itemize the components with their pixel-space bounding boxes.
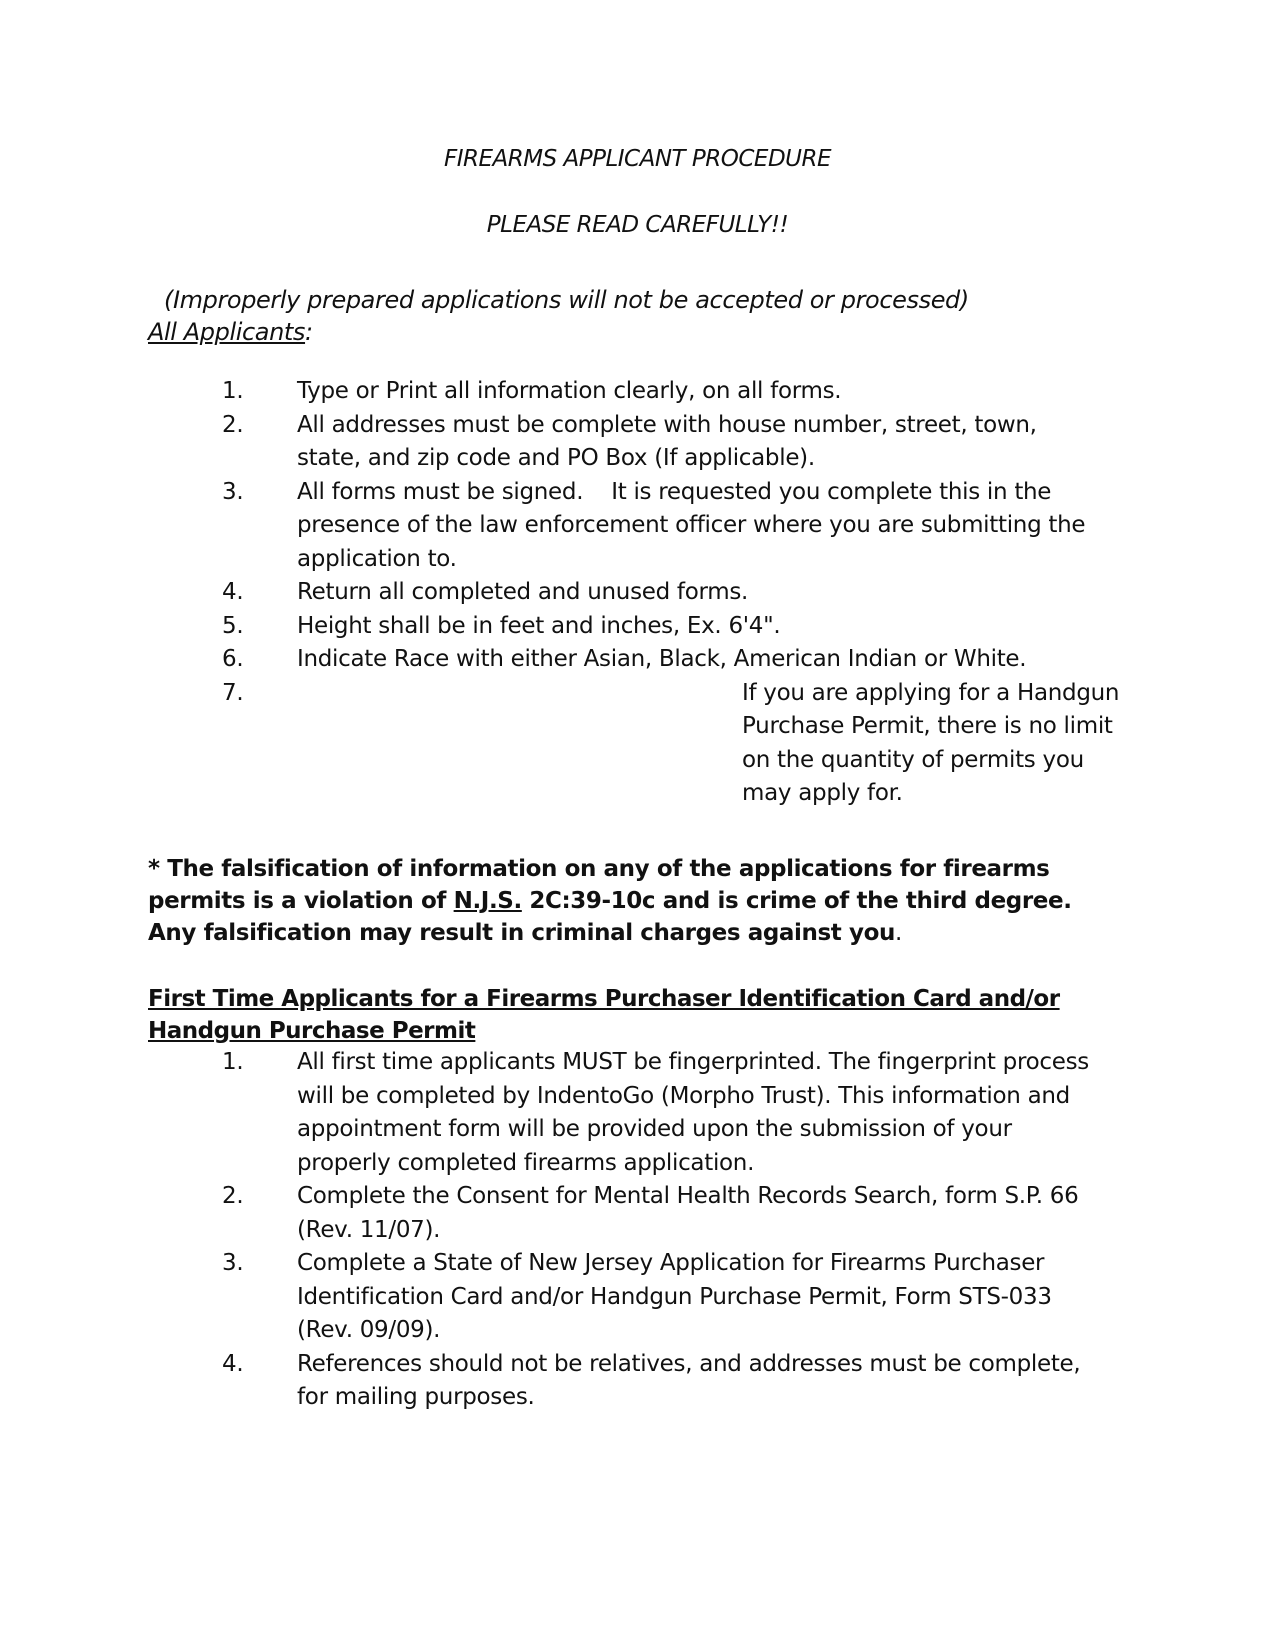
- list-item: [0, 576, 1275, 610]
- list-item-number: 7.: [222, 679, 244, 706]
- list-item-text: Complete the Consent for Mental Health Records Search, form S.P. 66 (Rev. 11/07).: [297, 1183, 1079, 1243]
- all-applicants-label-colon: :: [305, 318, 313, 346]
- document-title: FIREARMS APPLICANT PROCEDURE: [443, 146, 832, 172]
- list-item-text: Height shall be in feet and inches, Ex. 6'4".: [297, 612, 781, 639]
- list-item-number: 5.: [222, 612, 244, 639]
- list-item-number: 2.: [222, 411, 244, 438]
- list-item-number: 3.: [222, 1250, 244, 1276]
- list-item: [0, 409, 1275, 476]
- list-item-text: Indicate Race with either Asian, Black, American Indian or White.: [297, 646, 1027, 672]
- list-item: [0, 1247, 1275, 1348]
- list-item-text: All forms must be signed. It is requested you complete this in the presence of the law enforcement officer where you are submitting the application to.: [297, 478, 1093, 572]
- all-applicants-label: [148, 318, 313, 346]
- list-item-number: 2.: [222, 1183, 244, 1209]
- list-item-text: If you are applying for a Handgun Purchase Permit, there is no limit on the quantity of permits you may apply for.: [742, 679, 1120, 806]
- list-item: [0, 643, 1275, 677]
- warning-text-part2: 2C:39-10c and is crime of the third degree. Any falsification may result in criminal charges against you: [148, 888, 1102, 946]
- list-item-number: 3.: [222, 478, 244, 505]
- list-item: [0, 610, 1275, 644]
- list-item-text: All addresses must be complete with house number, street, town, state, and zip code and PO Box (If applicable).: [297, 411, 1037, 471]
- list-item-text: All first time applicants MUST be fingerprinted. The fingerprint process will be completed by IndentoGo (Morpho Trust). This information and appointment form will be provided upon the submission of your properly completed firearms application.: [297, 1049, 1089, 1176]
- list-item: [0, 1046, 1275, 1180]
- first-time-applicants-heading: First Time Applicants for a Firearms Purchaser Identification Card and/or Handgun Purchase Permit: [148, 986, 1060, 1044]
- document-subtitle: PLEASE READ CAREFULLY!!: [486, 212, 789, 238]
- list-item: [0, 1180, 1275, 1247]
- all-applicants-label-text: All Applicants: [148, 318, 306, 346]
- list-item-number: 4.: [222, 1350, 244, 1377]
- list-item: [0, 375, 1275, 409]
- improper-applications-notice: (Improperly prepared applications will not be accepted or processed): [164, 286, 969, 314]
- list-item-number: 6.: [222, 646, 244, 672]
- list-item: [0, 476, 1275, 577]
- list-item: [0, 1348, 1275, 1415]
- list-item-number: 4.: [222, 579, 244, 605]
- list-item-text: Type or Print all information clearly, on all forms.: [297, 378, 842, 404]
- falsification-warning: [148, 853, 1128, 949]
- list-item-text: References should not be relatives, and addresses must be complete, for mailing purposes.: [297, 1350, 1081, 1410]
- list-item-number: 1.: [222, 1049, 244, 1075]
- list-item-text: Complete a State of New Jersey Application for Firearms Purchaser Identification Card and/or Handgun Purchase Permit, Form STS-033 (Rev. 09/09).: [297, 1250, 1052, 1343]
- all-applicants-list: [0, 375, 1275, 811]
- warning-period: .: [894, 920, 902, 946]
- list-item-number: 1.: [222, 378, 244, 404]
- list-item-text: Return all completed and unused forms.: [297, 579, 749, 605]
- warning-text-part1: * The falsification of information on any of the applications for firearms permits is a violation of: [148, 856, 1050, 914]
- first-time-applicants-list: [0, 1046, 1275, 1415]
- list-item: [0, 677, 1275, 811]
- statute-reference: N.J.S.: [453, 888, 522, 914]
